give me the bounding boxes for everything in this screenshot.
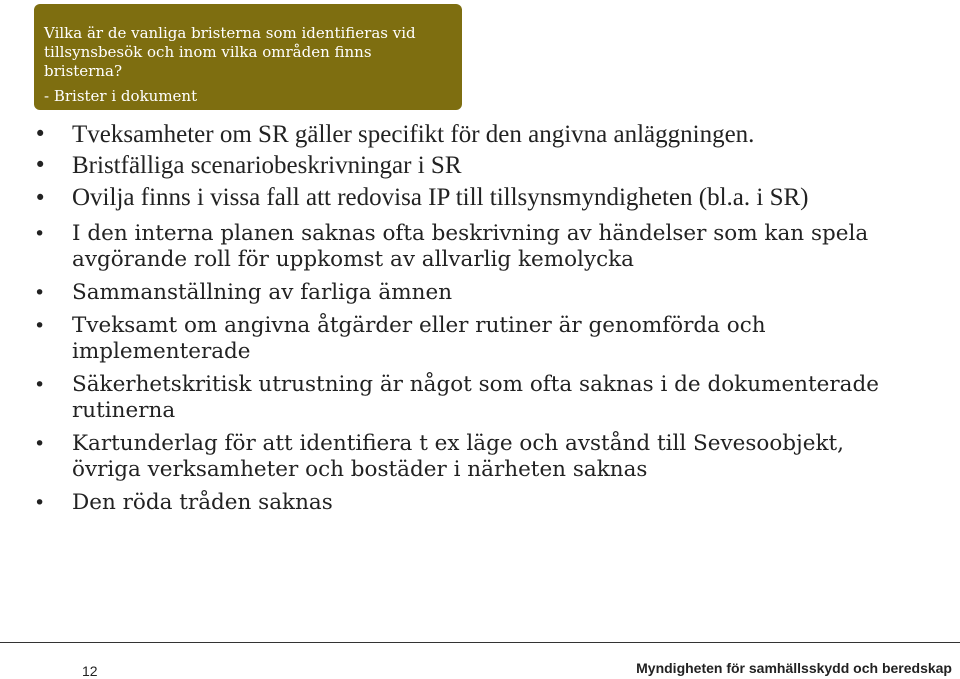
slide-title-box — [34, 4, 462, 110]
bullet-text: Ovilja finns i vissa fall att redovisa IP till tillsynsmyndigheten (bl.a. i SR) — [72, 184, 809, 211]
bullet-item — [34, 118, 914, 151]
title-line-1: Vilka är de vanliga bristerna som identifieras vid — [44, 24, 416, 42]
bullet-icon: • — [34, 315, 46, 337]
bullet-text: Den röda tråden saknas — [72, 490, 333, 515]
bullet-item — [34, 221, 914, 273]
footer-divider — [0, 642, 960, 643]
title-line-2: tillsynsbesök och inom vilka områden finns bristerna? — [44, 43, 372, 80]
bullet-item — [34, 313, 914, 365]
bullet-text: Sammanställning av farliga ämnen — [72, 280, 453, 305]
bullet-icon: • — [34, 492, 46, 514]
bullet-icon: • — [34, 433, 46, 455]
page-number: 12 — [82, 663, 98, 679]
bullet-icon: • — [34, 282, 46, 304]
bullet-icon: • — [34, 186, 47, 210]
organization-name: Myndigheten för samhällsskydd och beredskap — [636, 660, 952, 676]
bullet-item — [34, 431, 914, 483]
bullet-icon: • — [34, 223, 46, 245]
bullet-item — [34, 149, 914, 182]
bullet-list — [34, 118, 914, 516]
bullet-text: I den interna planen saknas ofta beskrivning av händelser som kan spela avgörande roll för uppkomst av allvarlig kemolycka — [72, 221, 869, 272]
bullet-text: Kartunderlag för att identifiera t ex läge och avstånd till Sevesoobjekt, övriga verksamheter och bostäder i närheten saknas — [72, 431, 844, 482]
bullet-item — [34, 372, 914, 424]
title-subtitle: - Brister i dokument — [44, 87, 198, 105]
bullet-item — [34, 490, 914, 516]
bullet-text: Tveksamt om angivna åtgärder eller rutiner är genomförda och implementerade — [72, 313, 766, 364]
bullet-item — [34, 280, 914, 306]
bullet-item — [34, 183, 914, 213]
bullet-text: Bristfälliga scenariobeskrivningar i SR — [72, 152, 462, 179]
bullet-icon: • — [34, 153, 47, 177]
bullet-icon: • — [34, 374, 46, 396]
bullet-icon: • — [34, 122, 47, 146]
bullet-text: Säkerhetskritisk utrustning är något som ofta saknas i de dokumenterade rutinerna — [72, 372, 879, 423]
bullet-text: Tveksamheter om SR gäller specifikt för den angivna anläggningen. — [72, 121, 755, 148]
